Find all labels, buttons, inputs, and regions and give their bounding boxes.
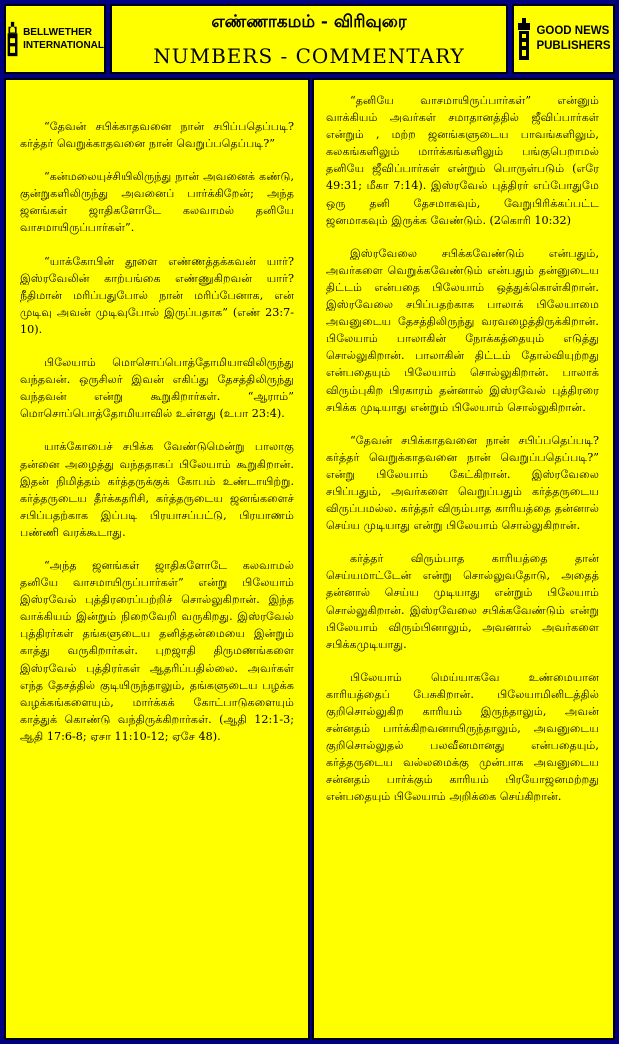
bellwether-logo-line2: INTERNATIONAL <box>23 40 104 51</box>
left-column <box>4 78 310 1040</box>
bellwether-logo-line1: BELLWETHER <box>23 27 92 38</box>
right-paragraph-4: கர்த்தர் விரும்பாத காரியத்தை தான் செய்யமாட்டேன் என்று சொல்லுவதோடு, அதைத் தன்னால் செய்ய முடியாது என்றும் பிலேயாம் சொல்லுகிறான். இஸ்ரவேலை சபிக்கவேண்டும் என்று பிலேயாம் விரும்பினாலும், அவனால் அவர்களை சபிக்கமுடியாது. <box>326 552 599 651</box>
title-banner <box>110 4 508 74</box>
good-news-logo <box>512 4 615 74</box>
book-tower-icon <box>516 18 532 60</box>
left-paragraph-2: “கன்மலையுச்சியிலிருந்து நான் அவனைக் கண்டு, குன்றுகளிலிருந்து அவனைப் பார்க்கிறேன்; அந்த ஜனங்கள் ஜாதிகளோடே கலவாமல் தனியே வாசமாயிருப்பார்கள்”. <box>20 170 294 235</box>
right-paragraph-5: பிலேயாம் மெய்யாகவே உண்மையான காரியத்தைப் பேசுகிறான். பிலேயாமினிடத்தில் குறிசொல்லுகிற காரியம் இருந்தாலும், அவன் சன்னதம் பார்க்கிறவனாயிருந்தாலும், அவனுடைய குறிசொல்லுதல் பலவீனமானது என்பதையும், கர்த்தருடைய வல்லமைக்கு முன்பாக அவனுடைய சன்னதம் பார்க்கும் காரியம் பிரயோஜனமற்றது என்பதையும் பிலேயாம் அறிக்கை செய்கிறான். <box>326 670 599 804</box>
left-paragraph-6: “அந்த ஜனங்கள் ஜாதிகளோடே கலவாமல் தனியே வாசமாயிருப்பார்கள்” என்று பிலேயாம் இஸ்ரவேல் புத்திரரைப்பற்றிச் சொல்லுகிறான். இந்த வாக்கியம் இன்றும் நிறைவேறி வருகிறது. இஸ்ரவேல் புத்திரர்கள் தங்களுடைய தனித்தன்மையை இன்றும் காத்து வருகிறார்கள். புறஜாதி திருமணங்களை இஸ்ரவேல் புத்திரர்கள் ஆதரிப்பதில்லை. அவர்கள் எந்த தேசத்தில் குடியிருந்தாலும், தங்களுடைய பழக்க வழக்கங்களையும், மார்க்கக் கோட்பாடுகளையும் காத்துக் கொண்டு வந்திருக்கிறார்கள். (ஆதி 12:1-3; ஆதி 17:6-8; ஏசா 11:10-12; ஏசே 48). <box>20 558 294 743</box>
left-paragraph-5: யாக்கோபைச் சபிக்க வேண்டுமென்று பாலாகு தன்னை அழைத்து வந்ததாகப் பிலேயாம் கூறுகிறான். இதன் நிமித்தம் கர்த்தருக்குக் கோபம் உண்டாயிற்று. கர்த்தருடைய தீர்க்கதரிசி, கர்த்தருடைய ஜனங்களைச் சபிப்பதற்காக இப்படி பிரயாசப்பட்டு, பிரயாணம் பண்ணி வரக்கூடாது. <box>20 440 294 539</box>
left-paragraph-4: பிலேயாம் மொசொப்பொத்தோமியாவிலிருந்து வந்தவன். ஒருசிலர் இவன் எகிப்து தேசத்திலிருந்து வந்தவன் என்று கூறுகிறார்கள். “ஆராம்” மொசொப்பொத்தோமியாவில் உள்ளது (உபா 23:4). <box>20 356 294 421</box>
left-paragraph-3: “யாக்கோபின் தூளை எண்ணத்தக்கவன் யார்? இஸ்ரவேலின் காற்பங்கை எண்ணுகிறவன் யார்? நீதிமான் மரிப்பதுபோல் நான் மரிப்பேனாக, என் முடிவு அவன் முடிவுபோல் இருப்பதாக” (எண் 23:7-10). <box>20 254 294 336</box>
good-news-logo-line2: PUBLISHERS <box>536 40 611 52</box>
right-paragraph-1: “தனியே வாசமாயிருப்பார்கள்” என்னும் வாக்கியம் அவர்கள் சமாதானத்தில் ஜீவிப்பார்கள் என்றும் , மற்ற ஜனங்களுடைய பாவங்களிலும், கலகங்களிலும் மார்க்கங்களிலும் பங்குபெறாமல் தனியே ஜீவிப்பார்கள் என்றும் பொருள்படும் (எரே 49:31; மீகா 7:14). இஸ்ரவேல் புத்திரர் எப்போதுமே ஒரு தனி தேசமாகவும், வேறுபிரிக்கப்பட்ட ஜனமாகவும் இருக்க வேண்டும். (2கொரி 10:32) <box>326 94 599 227</box>
bellwether-logo <box>4 4 106 74</box>
right-paragraph-2: இஸ்ரவேலை சபிக்கவேண்டும் என்பதும், அவர்களை வெறுக்கவேண்டும் என்பதும் தன்னுடைய திட்டம் என்பதை பிலேயாம் ஒத்துக்கொள்கிறான். இஸ்ரவேலை சபிப்பதற்காக பாலாக் பிலேயாமை அவனுடைய தேசத்திலிருந்து வரவழைத்திருக்கிறான். பிலேயாம் பாலாகின் நோக்கத்தையும் எடுத்து சொல்லுகிறான். பாலாகின் திட்டம் தோல்வியுற்றது என்பதையும் பிலேயாம் சொல்லுகிறான். பாலாக் விரும்புகிற பிரகாரம் தன்னால் இஸ்ரவேல் புத்திரரை சபிக்க முடியாது என்றும் பிலேயாம் சொல்லுகிறான். <box>326 246 599 414</box>
page-title-english: NUMBERS - COMMENTARY <box>153 44 465 68</box>
right-column <box>312 78 615 1040</box>
good-news-logo-line1: GOOD NEWS <box>536 25 610 37</box>
bell-tower-icon <box>6 18 19 60</box>
left-paragraph-1: “தேவன் சபிக்காதவனை நான் சபிப்பதெப்படி? கர்த்தர் வெறுக்காதவனை நான் வெறுப்பதெப்படி?” <box>20 120 294 151</box>
right-paragraph-3: “தேவன் சபிக்காதவனை நான் சபிப்பதெப்படி? கர்த்தர் வெறுக்காதவனை நான் வெறுப்பதெப்படி?” என்று பிலேயாம் கேட்கிறான். இஸ்ரவேலை சபிப்பதும், அவர்களை வெறுப்பதும் கர்த்தருடைய விருப்பமல்ல. கர்த்தர் விரும்பாத காரியத்தை தன்னால் செய்ய முடியாது என்று பிலேயாம் சொல்லுகிறான். <box>326 433 599 533</box>
page-title-tamil: எண்ணாகமம் - விரிவுரை <box>211 12 407 32</box>
